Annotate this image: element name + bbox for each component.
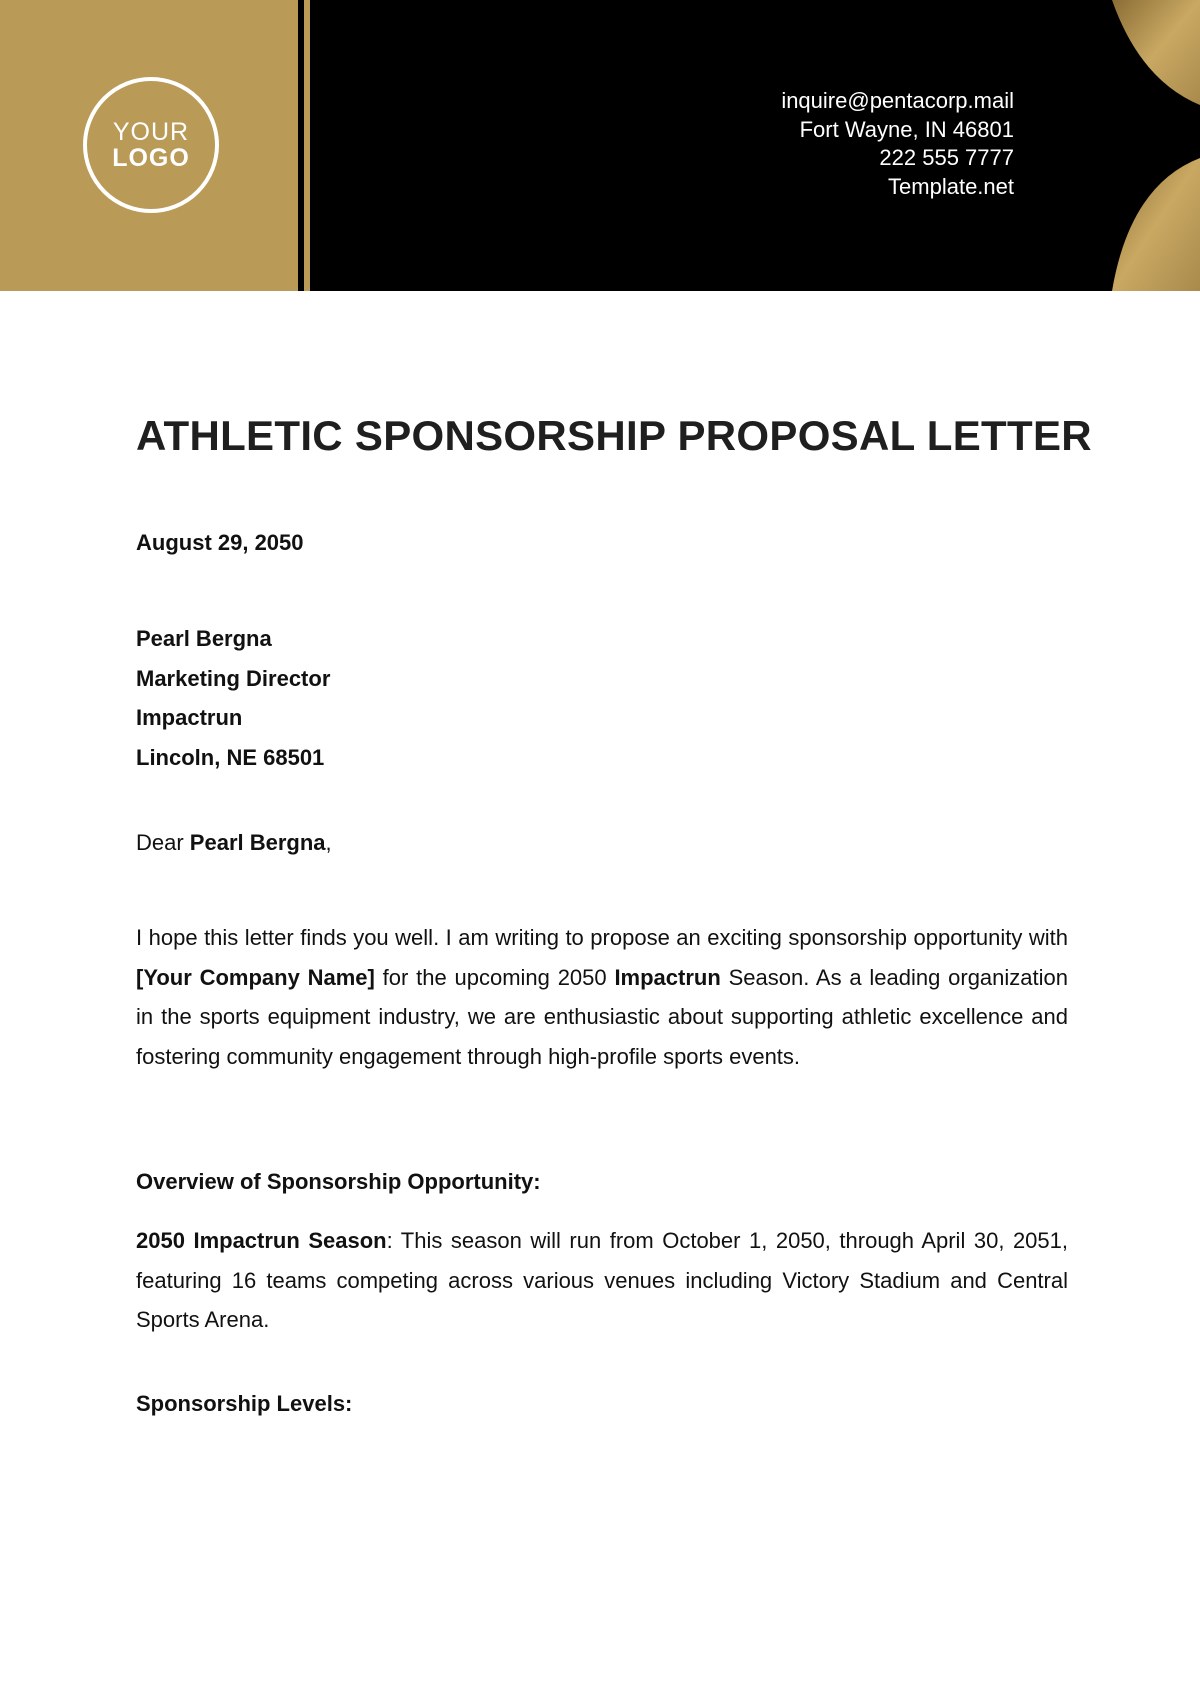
- event-name: Impactrun: [614, 964, 721, 990]
- recipient-position: Marketing Director: [136, 665, 331, 691]
- intro-text-3: Season. As a leading organization in the sports equipment industry, we are enthusiastic about supporting athletic excellence and fostering community engagement through high-profile sports events.: [136, 964, 1068, 1069]
- logo-text-line2: LOGO: [112, 144, 190, 172]
- recipient-name: Pearl Bergna: [136, 626, 272, 651]
- salutation: [136, 830, 332, 856]
- salutation-name: Pearl Bergna: [189, 830, 326, 855]
- overview-paragraph: [136, 1221, 1068, 1340]
- intro-text-1: I hope this letter finds you well. I am writing to propose an exciting sponsorship opportunity with: [136, 925, 1068, 950]
- salutation-prefix: Dear: [136, 830, 190, 855]
- lower-arc-shape: [1112, 158, 1200, 291]
- company-logo: [83, 77, 219, 213]
- contact-phone: 222 555 7777: [879, 145, 1014, 170]
- recipient-block: [136, 619, 330, 777]
- contact-email: inquire@pentacorp.mail: [781, 88, 1014, 113]
- overview-heading: Overview of Sponsorship Opportunity:: [136, 1169, 541, 1194]
- season-label: 2050 Impactrun Season: [136, 1228, 387, 1253]
- logo-panel: [0, 0, 298, 291]
- letterhead: [0, 0, 1200, 291]
- contact-info: [781, 87, 1014, 201]
- intro-paragraph: [136, 918, 1068, 1076]
- company-placeholder: [Your Company Name]: [136, 964, 375, 990]
- logo-text-line1: YOUR: [112, 118, 190, 146]
- salutation-suffix: ,: [325, 830, 332, 855]
- gold-arc-decoration: [1100, 0, 1200, 291]
- letter-title: ATHLETIC SPONSORSHIP PROPOSAL LETTER: [136, 412, 1092, 459]
- gold-divider: [304, 0, 310, 291]
- contact-website: Template.net: [888, 173, 1014, 199]
- overview-text: : This season will run from October 1, 2050, through April 30, 2051, featuring 16 teams competing across various venues including Victory Stadium and Central Sports Arena.: [136, 1228, 1068, 1332]
- upper-arc-shape: [1112, 0, 1200, 105]
- letter-date: August 29, 2050: [136, 530, 304, 555]
- sponsorship-levels-heading: Sponsorship Levels:: [136, 1391, 353, 1416]
- intro-text-2: for the upcoming 2050: [374, 964, 615, 990]
- contact-address: Fort Wayne, IN 46801: [799, 116, 1014, 142]
- recipient-company: Impactrun: [136, 705, 243, 730]
- recipient-location: Lincoln, NE 68501: [136, 744, 325, 770]
